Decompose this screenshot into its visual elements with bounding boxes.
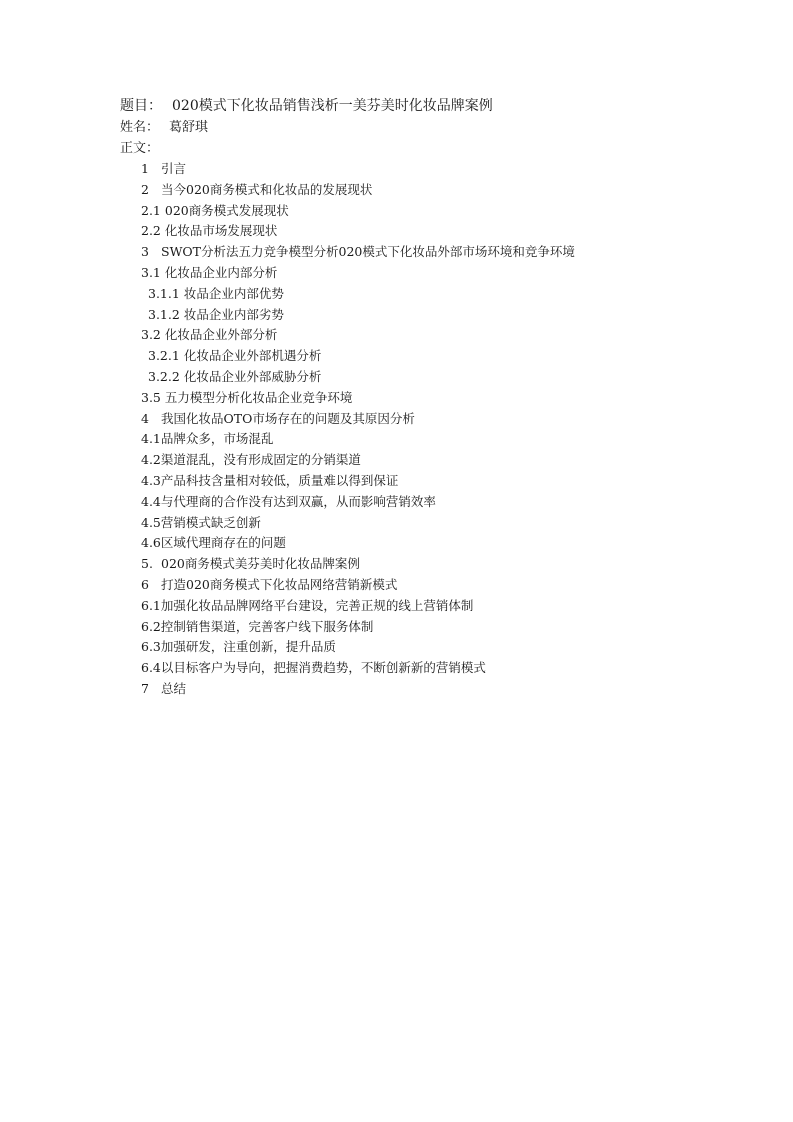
toc-item <box>120 367 760 388</box>
toc-item-number: 3.5 <box>141 389 161 405</box>
toc-item <box>120 637 760 658</box>
toc-item <box>120 513 760 534</box>
toc-item <box>120 617 760 638</box>
toc-item-number: 3.1.2 <box>148 306 180 322</box>
toc-item <box>120 554 760 575</box>
toc-item-text: 加强化妆品品牌网络平台建设，完善正规的线上营销体制 <box>160 597 474 613</box>
toc-item <box>120 388 760 409</box>
body-label: 正文： <box>120 141 160 156</box>
toc-item-text: 打造020商务模式下化妆品网络营销新模式 <box>161 576 398 592</box>
toc-item <box>120 596 760 617</box>
title-label: 题目： <box>120 98 162 114</box>
toc-item <box>120 533 760 554</box>
toc-item-text: 品牌众多，市场混乱 <box>160 431 274 447</box>
toc-item <box>120 305 760 326</box>
toc-item-number: 3.2.2 <box>148 368 180 384</box>
toc-item-text: 渠道混乱，没有形成固定的分销渠道 <box>160 452 361 468</box>
document-header <box>120 96 740 159</box>
toc-item-text: 化妆品企业内部分析 <box>164 264 278 280</box>
toc-item-text: 妆品企业内部优势 <box>183 285 284 301</box>
toc-item-number: 6 <box>141 576 149 592</box>
toc-item-text: 营销模式缺乏创新 <box>160 514 261 530</box>
toc-item <box>120 242 760 263</box>
author-line <box>120 117 740 138</box>
toc-item-number: 4.1 <box>141 431 161 447</box>
toc-item-number: 1 <box>141 161 149 176</box>
author-name: 葛舒琪 <box>169 120 209 135</box>
toc-item-number: 7 <box>141 680 149 696</box>
toc-item-text: 与代理商的合作没有达到双赢，从而影响营销效率 <box>160 493 436 509</box>
toc-item <box>120 159 760 180</box>
toc-item <box>120 346 760 367</box>
toc-item-text: 化妆品企业外部分析 <box>164 327 278 343</box>
toc-item-number: 3.1 <box>141 264 161 280</box>
toc-item-text: 当今020商务模式和化妆品的发展现状 <box>161 181 373 197</box>
toc-item-number: 3 <box>141 244 149 260</box>
toc-item <box>120 679 760 700</box>
toc-item-text: 五力模型分析化妆品企业竞争环境 <box>164 389 353 405</box>
toc-item-number: 6.3 <box>141 639 161 655</box>
toc-item-number: 5. <box>141 556 153 572</box>
toc-item-number: 2.1 <box>141 202 161 218</box>
toc-item-text: 加强研发，注重创新，提升品质 <box>160 639 336 655</box>
toc-item-number: 6.4 <box>141 660 161 676</box>
toc-item-text: 020商务模式发展现状 <box>164 202 289 218</box>
toc-item-text: 我国化妆品OTO市场存在的问题及其原因分析 <box>161 410 415 426</box>
toc-item-text: 控制销售渠道，完善客户线下服务体制 <box>160 618 374 634</box>
toc-item-number: 6.1 <box>141 597 161 613</box>
toc-item <box>120 263 760 284</box>
toc-item-text: SWOT分析法五力竞争模型分析020模式下化妆品外部市场环境和竞争环境 <box>161 244 575 260</box>
toc-item-text: 化妆品市场发展现状 <box>164 223 278 239</box>
toc-item <box>120 471 760 492</box>
document-title: 020模式下化妆品销售浅析一美芬美时化妆品牌案例 <box>172 98 493 114</box>
toc-item <box>120 575 760 596</box>
toc-item-number: 6.2 <box>141 618 161 634</box>
toc-item-text: 区域代理商存在的问题 <box>160 535 286 551</box>
toc-item <box>120 450 760 471</box>
toc-item-text: 020商务模式美芬美时化妆品牌案例 <box>161 556 360 572</box>
toc-item-number: 4.2 <box>141 452 161 468</box>
title-line <box>120 96 740 117</box>
toc-item-text: 产品科技含量相对较低，质量难以得到保证 <box>160 472 399 488</box>
toc-item-number: 3.2 <box>141 327 161 343</box>
toc-item-number: 4.3 <box>141 472 161 488</box>
toc-item <box>120 658 760 679</box>
toc-item-number: 2.2 <box>141 223 161 239</box>
toc-item-text: 化妆品企业外部机遇分析 <box>183 348 322 364</box>
toc-item-number: 2 <box>141 181 149 197</box>
toc-item-number: 4.6 <box>141 535 161 551</box>
toc-item-text: 化妆品企业外部威胁分析 <box>183 368 322 384</box>
toc-item-text: 引言 <box>161 161 187 176</box>
toc-item <box>120 180 760 201</box>
table-of-contents <box>120 159 760 700</box>
toc-item <box>120 284 760 305</box>
toc-item-number: 3.2.1 <box>148 348 180 364</box>
toc-item <box>120 492 760 513</box>
toc-item <box>120 409 760 430</box>
toc-item <box>120 325 760 346</box>
author-label: 姓名： <box>120 120 160 135</box>
toc-item-number: 4.4 <box>141 493 161 509</box>
toc-item <box>120 429 760 450</box>
toc-item-text: 以目标客户为导向，把握消费趋势，不断创新新的营销模式 <box>160 660 486 676</box>
toc-item-number: 4.5 <box>141 514 161 530</box>
toc-item <box>120 201 760 222</box>
toc-item-number: 3.1.1 <box>148 285 180 301</box>
body-line <box>120 138 740 159</box>
toc-item-text: 总结 <box>161 680 187 696</box>
toc-item <box>120 221 760 242</box>
toc-item-text: 妆品企业内部劣势 <box>183 306 284 322</box>
toc-item-number: 4 <box>141 410 149 426</box>
